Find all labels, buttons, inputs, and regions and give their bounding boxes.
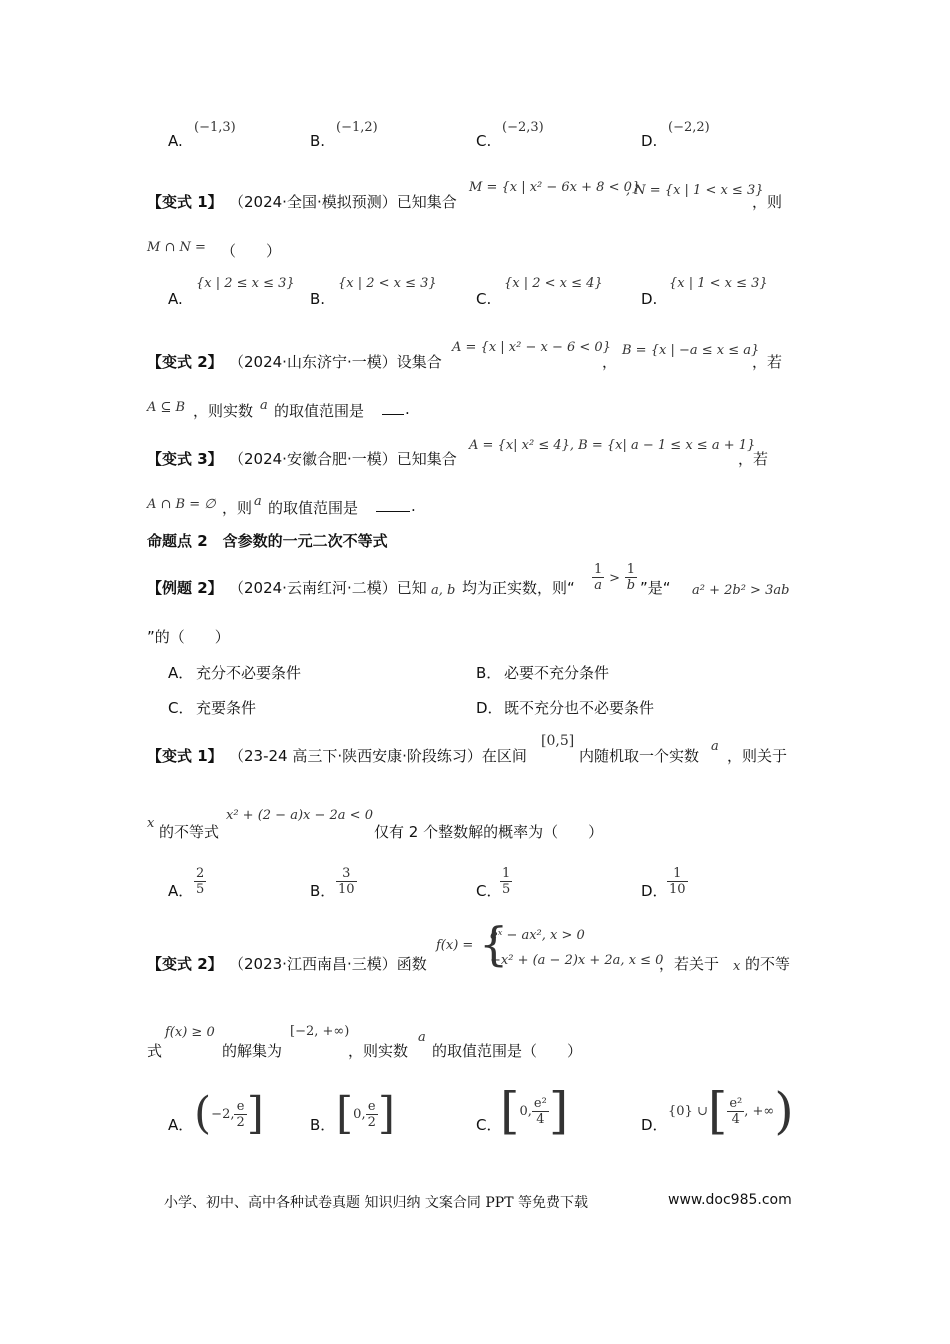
then-real-text: ，则实数 bbox=[193, 402, 254, 420]
piecewise-brace: { bbox=[479, 917, 509, 971]
example-2-tag: 【例题 2】 bbox=[147, 579, 223, 597]
v1-option-a-value: {x | 2 ≤ x ≤ 3} bbox=[196, 276, 295, 291]
option-d-value: (−2,2) bbox=[668, 120, 710, 135]
v4-option-d-label: D． bbox=[641, 882, 668, 900]
v4-option-a-label: A． bbox=[168, 882, 194, 900]
ex2-option-b-text: 必要不充分条件 bbox=[504, 664, 610, 682]
variant-5-tag: 【变式 2】 bbox=[147, 955, 223, 973]
var-a: a bbox=[254, 494, 262, 509]
piecewise-case-2: −x² + (a − 2)x + 2a, x ≤ 0 bbox=[490, 953, 664, 968]
var-x: x bbox=[733, 959, 741, 974]
v5-option-c-label: C． bbox=[476, 1116, 502, 1134]
subset-cond: A ⊆ B bbox=[147, 400, 186, 415]
v5-text6: 的取值范围是（ ） bbox=[432, 1042, 583, 1060]
v4-text1: 内随机取一个实数 bbox=[579, 747, 700, 765]
answer-blank bbox=[376, 511, 410, 512]
end-period: . bbox=[411, 497, 416, 515]
v5-text5: ，则实数 bbox=[348, 1042, 409, 1060]
variant-2-source: （2024·山东济宁·一模）设集合 bbox=[229, 353, 442, 371]
var-a: a bbox=[711, 739, 719, 754]
set-n: , N = {x | 1 < x ≤ 3} bbox=[626, 183, 764, 198]
variant-4-tag: 【变式 1】 bbox=[147, 747, 223, 765]
v1-option-a-label: A. bbox=[168, 290, 183, 308]
fx-def: f(x) = bbox=[436, 938, 474, 953]
option-b-value: (−1,2) bbox=[336, 120, 378, 135]
ex2-text3: ”的（ ） bbox=[147, 628, 230, 646]
v5-option-d-label: D． bbox=[641, 1116, 668, 1134]
section-title: 命题点 2 含参数的一元二次不等式 bbox=[147, 532, 388, 550]
inequality-frac bbox=[592, 562, 637, 593]
option-a-value: (−1,3) bbox=[194, 120, 236, 135]
ex2-inequality: a² + 2b² > 3ab bbox=[692, 583, 790, 598]
then-text: ，则 bbox=[222, 499, 253, 517]
option-d-label: D. bbox=[641, 132, 658, 150]
var-x: x bbox=[147, 816, 155, 831]
ex2-option-a-label: A． bbox=[168, 664, 194, 682]
footer-text: 小学、初中、高中各种试卷真题 知识归纳 文案合同 PPT 等免费下载 bbox=[164, 1195, 588, 1211]
option-b-label: B. bbox=[310, 132, 326, 150]
v5-text2: 的不等 bbox=[745, 955, 791, 973]
v5-option-b-label: B． bbox=[310, 1116, 336, 1134]
interval: [0,5] bbox=[541, 733, 575, 749]
ex2-option-c-text: 充要条件 bbox=[196, 699, 257, 717]
v4-text4: 仅有 2 个整数解的概率为（ ） bbox=[374, 823, 604, 841]
range-text: 的取值范围是 bbox=[268, 499, 359, 517]
answer-paren: （ ） bbox=[221, 242, 282, 260]
v4-option-b-label: B． bbox=[310, 882, 336, 900]
v1-option-d-value: {x | 1 < x ≤ 3} bbox=[669, 276, 768, 291]
v5-option-d-value: {0} ∪ [ $\frac{\text{e²}}{4}$ , +∞ ) bbox=[668, 1082, 794, 1140]
v4-text2: ，则关于 bbox=[727, 747, 788, 765]
fx-cond: f(x) ≥ 0 bbox=[165, 1025, 215, 1040]
option-c-value: (−2,3) bbox=[502, 120, 544, 135]
set-m: M = {x | x² − 6x + 8 < 0} bbox=[469, 180, 641, 195]
intersection-expr: M ∩ N = bbox=[147, 240, 206, 255]
then-text: ，则 bbox=[752, 193, 783, 211]
ex2-option-a-text: 充分不必要条件 bbox=[196, 664, 302, 682]
v5-text1: ，若关于 bbox=[659, 955, 720, 973]
v4-option-b-frac: $\frac{3}{10}$ bbox=[338, 866, 355, 897]
variant-5-source: （2023·江西南昌·三模）函数 bbox=[229, 955, 427, 973]
v1-option-c-label: C. bbox=[476, 290, 492, 308]
set-b: B = {x | −a ≤ x ≤ a} bbox=[622, 343, 760, 358]
v4-inequality: x² + (2 − a)x − 2a < 0 bbox=[226, 808, 373, 823]
vars-ab: a, b bbox=[431, 583, 456, 598]
comma: ， bbox=[602, 353, 618, 371]
fraction-1-over-b: $\frac{1}{b}$ bbox=[626, 562, 636, 593]
v5-text3: 式 bbox=[147, 1042, 163, 1060]
v4-option-d-frac: $\frac{1}{10}$ bbox=[669, 866, 686, 897]
variant-1-tag: 【变式 1】 bbox=[147, 193, 223, 211]
variant-1-source: （2024·全国·模拟预测）已知集合 bbox=[229, 193, 457, 211]
variant-2-tag: 【变式 2】 bbox=[147, 353, 223, 371]
end-period: . bbox=[405, 400, 410, 418]
if-text: ，若 bbox=[752, 353, 783, 371]
v1-option-d-label: D. bbox=[641, 290, 658, 308]
v1-option-b-label: B. bbox=[310, 290, 326, 308]
ex2-option-b-label: B． bbox=[476, 664, 502, 682]
option-a-label: A. bbox=[168, 132, 183, 150]
solution-set: [−2, +∞) bbox=[290, 1024, 350, 1039]
v5-text4: 的解集为 bbox=[222, 1042, 283, 1060]
option-c-label: C. bbox=[476, 132, 492, 150]
variant-3-tag: 【变式 3】 bbox=[147, 450, 223, 468]
empty-cond: A ∩ B = ∅ bbox=[147, 497, 216, 512]
ex2-option-c-label: C． bbox=[168, 699, 194, 717]
v5-option-a-value: ( −2, $\frac{e}{2}$ ] bbox=[194, 1088, 264, 1139]
example-2-source: （2024·云南红河·二模）已知 bbox=[229, 579, 427, 597]
var-a: a bbox=[418, 1030, 426, 1045]
variant-4-source: （23-24 高三下·陕西安康·阶段练习）在区间 bbox=[229, 747, 527, 765]
v1-option-b-value: {x | 2 < x ≤ 3} bbox=[338, 276, 437, 291]
footer-url[interactable]: www.doc985.com bbox=[668, 1192, 792, 1208]
set-a: A = {x | x² − x − 6 < 0} bbox=[452, 340, 611, 355]
range-text: 的取值范围是 bbox=[274, 402, 365, 420]
if-text: ，若 bbox=[738, 450, 769, 468]
v4-option-c-label: C． bbox=[476, 882, 502, 900]
fraction-1-over-a: $\frac{1}{a}$ bbox=[594, 562, 603, 593]
v1-option-c-value: {x | 2 < x ≤ 4} bbox=[504, 276, 603, 291]
var-a: a bbox=[260, 398, 268, 413]
v5-option-c-value: [ 0, $\frac{\text{e²}}{4}$ ] bbox=[500, 1082, 569, 1140]
ex2-text1: 均为正实数，则“ bbox=[462, 579, 575, 597]
gt-sign: > bbox=[609, 571, 620, 586]
v4-option-c-frac: $\frac{1}{5}$ bbox=[502, 866, 511, 897]
answer-blank bbox=[382, 414, 404, 415]
ex2-option-d-label: D． bbox=[476, 699, 503, 717]
v5-option-a-label: A． bbox=[168, 1116, 194, 1134]
v5-option-b-value: [ 0, $\frac{e}{2}$ ] bbox=[336, 1088, 396, 1139]
v4-option-a-frac: $\frac{2}{5}$ bbox=[196, 866, 205, 897]
v4-text3: 的不等式 bbox=[159, 823, 220, 841]
ex2-option-d-text: 既不充分也不必要条件 bbox=[504, 699, 655, 717]
sets-ab: A = {x| x² ≤ 4}, B = {x| a − 1 ≤ x ≤ a + 1} bbox=[469, 438, 756, 453]
ex2-text2: ”是“ bbox=[640, 579, 671, 597]
piecewise-case-1: eˣ − ax², x > 0 bbox=[490, 928, 585, 943]
variant-3-source: （2024·安徽合肥·一模）已知集合 bbox=[229, 450, 457, 468]
